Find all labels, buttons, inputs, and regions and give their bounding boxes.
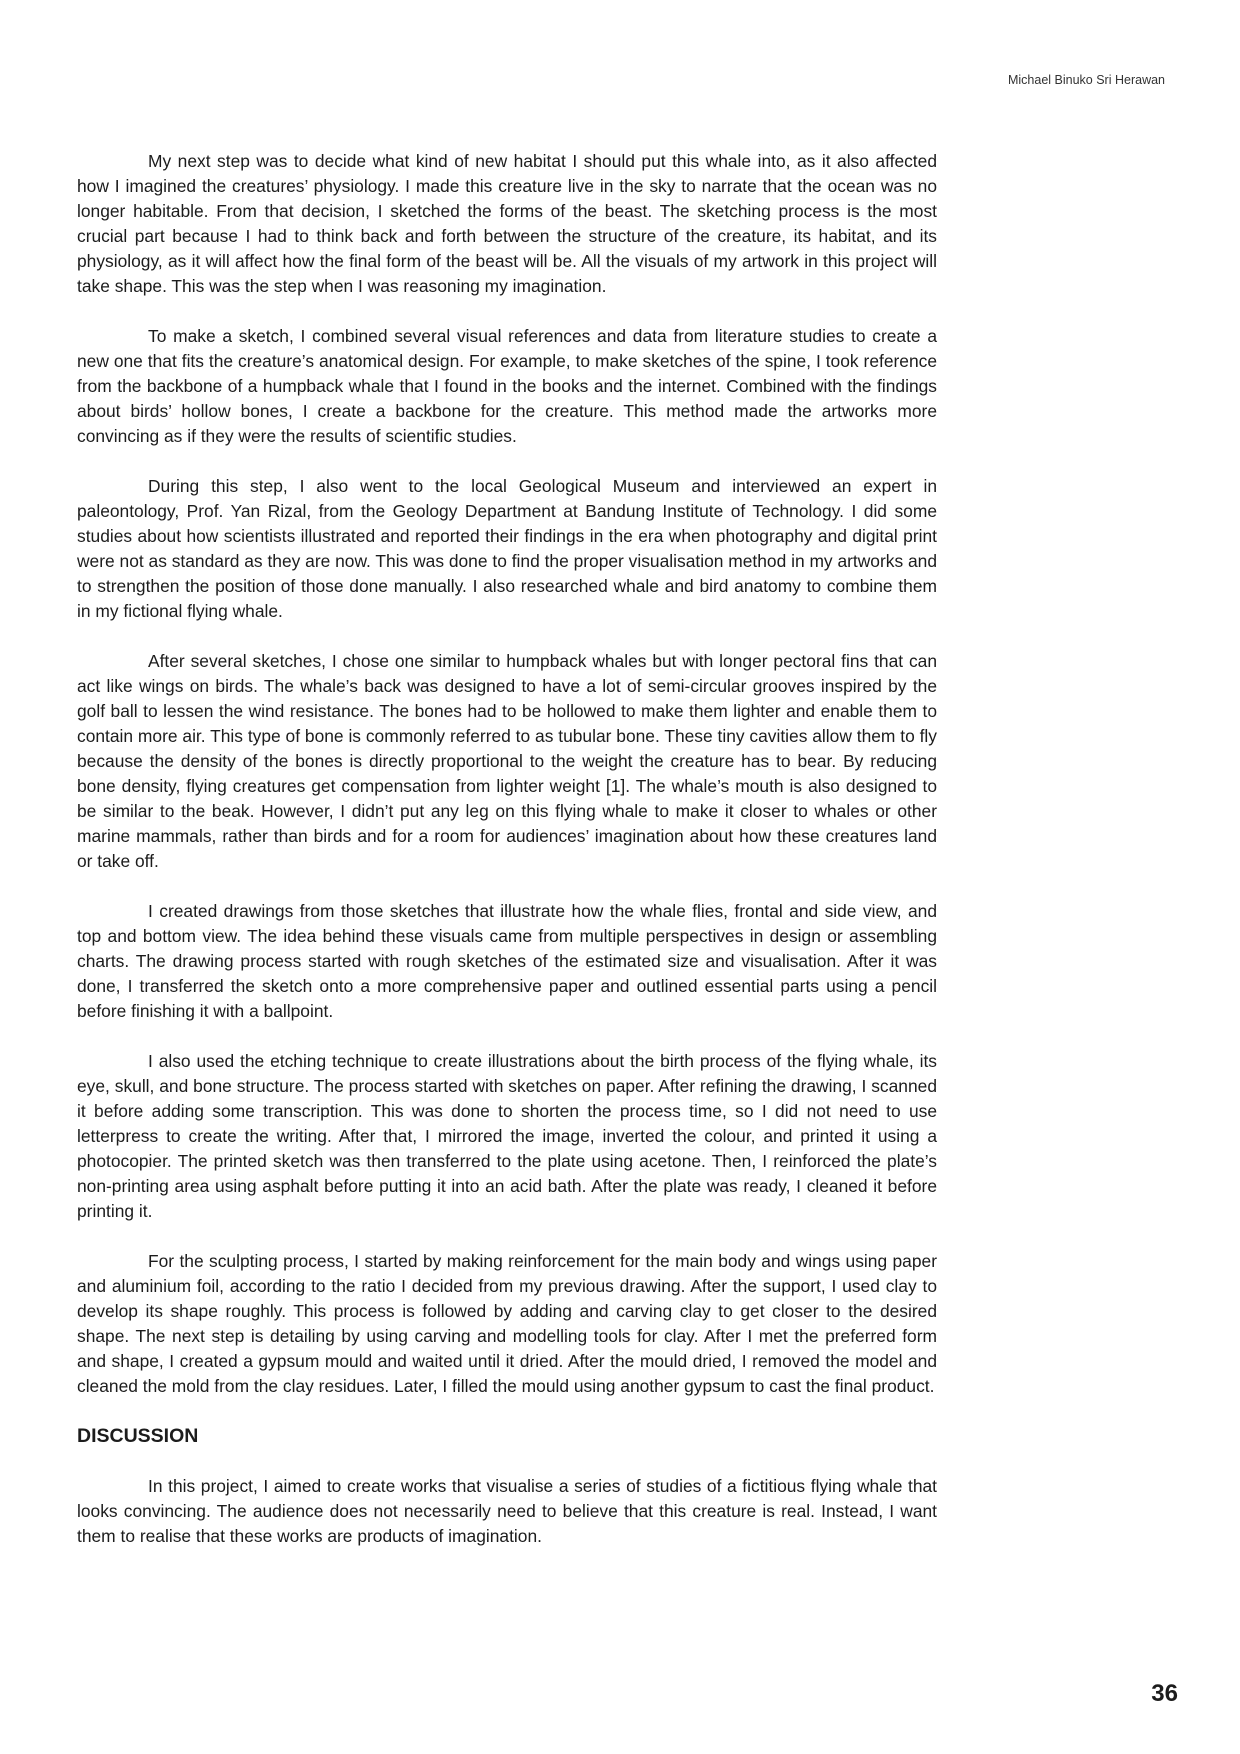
body-column: [77, 149, 937, 1574]
paragraph-sketch-references: To make a sketch, I combined several visual references and data from literature studies to create a new one that fits the creature’s anatomical design. For example, to make sketches of the spine, I took reference from the backbone of a humpback whale that I found in the books and the internet. Combined with the findings about birds’ hollow bones, I create a backbone for the creature. This method made the artworks more convincing as if they were the results of scientific studies.: [77, 326, 937, 446]
section-heading-discussion: DISCUSSION: [77, 1425, 199, 1447]
paragraph-whale-design: After several sketches, I chose one similar to humpback whales but with longer pectoral fins that can act like wings on birds. The whale’s back was designed to have a lot of semi-circular grooves inspired by the golf ball to lessen the wind resistance. The bones had to be hollowed to make them lighter and enable them to contain more air. This type of bone is commonly referred to as tubular bone. These tiny cavities allow them to fly because the density of the bones is directly proportional to the weight the creature has to bear. By reducing bone density, flying creatures get compensation from lighter weight [1]. The whale’s mouth is also designed to be similar to the beak. However, I didn’t put any leg on this flying whale to make it closer to whales or other marine mammals, rather than birds and for a room for audiences’ imagination about how these creatures land or take off.: [77, 651, 937, 871]
running-header-author: Michael Binuko Sri Herawan: [1007, 73, 1165, 87]
paragraph-museum-visit: During this step, I also went to the local Geological Museum and interviewed an expert in paleontology, Prof. Yan Rizal, from the Geology Department at Bandung Institute of Technology. I did some studies about how scientists illustrated and reported their findings in the era when photography and digital print were not as standard as they are now. This was done to find the proper visualisation method in my artworks and to strengthen the position of those done manually. I also researched whale and bird anatomy to combine them in my fictional flying whale.: [77, 476, 938, 621]
paragraph-sculpting: For the sculpting process, I started by making reinforcement for the main body and wings using paper and aluminium foil, according to the ratio I decided from my previous drawing. After the support, I used clay to develop its shape roughly. This process is followed by adding and carving clay to get closer to the desired shape. The next step is detailing by using carving and modelling tools for clay. After I met the preferred form and shape, I created a gypsum mould and waited until it dried. After the mould dried, I removed the model and cleaned the mold from the clay residues. Later, I filled the mould using another gypsum to cast the final product.: [77, 1251, 937, 1396]
paragraph-habitat: My next step was to decide what kind of new habitat I should put this whale into, as it also affected how I imagined the creatures’ physiology. I made this creature live in the sky to narrate that the ocean was no longer habitable. From that decision, I sketched the forms of the beast. The sketching process is the most crucial part because I had to think back and forth between the structure of the creature, its habitat, and its physiology, as it will affect how the final form of the beast will be. All the visuals of my artwork in this project will take shape. This was the step when I was reasoning my imagination.: [77, 151, 937, 296]
paragraph-drawings: I created drawings from those sketches that illustrate how the whale flies, frontal and side view, and top and bottom view. The idea behind these visuals came from multiple perspectives in design or assembling charts. The drawing process started with rough sketches of the estimated size and visualisation. After it was done, I transferred the sketch onto a more comprehensive paper and outlined essential parts using a pencil before finishing it with a ballpoint.: [77, 901, 937, 1021]
paragraph-discussion: In this project, I aimed to create works that visualise a series of studies of a fictitious flying whale that looks convincing. The audience does not necessarily need to believe that this creature is real. Instead, I want them to realise that these works are products of imagination.: [77, 1476, 937, 1546]
paragraph-etching: I also used the etching technique to create illustrations about the birth process of the flying whale, its eye, skull, and bone structure. The process started with sketches on paper. After refining the drawing, I scanned it before adding some transcription. This was done to shorten the process time, so I did not need to use letterpress to create the writing. After that, I mirrored the image, inverted the colour, and printed it using a photocopier. The printed sketch was then transferred to the plate using acetone. Then, I reinforced the plate’s non-printing area using asphalt before putting it into an acid bath. After the plate was ready, I cleaned it before printing it.: [77, 1051, 937, 1221]
page-number: 36: [1151, 1680, 1178, 1707]
